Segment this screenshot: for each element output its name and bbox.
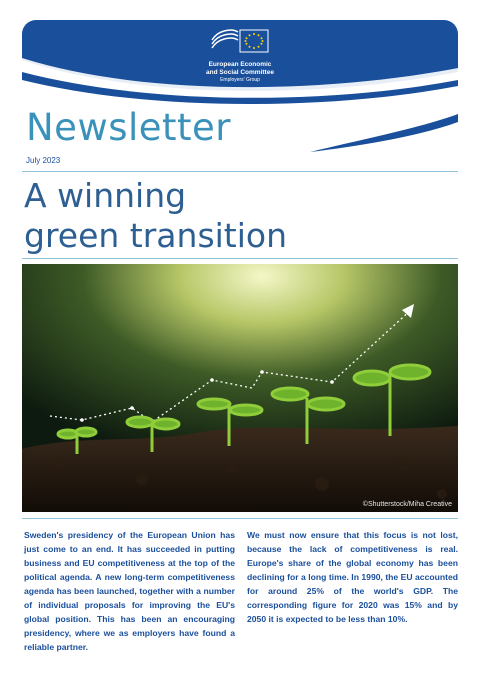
eesc-logo [22,26,458,84]
divider-top [22,171,458,172]
newsletter-title: Newsletter [26,106,232,149]
group-name: Employers' Group [220,77,260,83]
divider-photo [22,518,458,519]
article-body-right: We must now ensure that this focus is not lost, because the lack of competitiveness is real. Europe's share of the global economy has been declining for a long time. In 1990, the EU accounted for around 25% of the world's GDP. The corresponding figure for 2020 was 15% and by 2050 it is expected to be less than 10%. [247,530,458,624]
headline-line2: green transition [24,216,288,255]
article-headline [24,176,287,256]
issue-date: July 2023 [26,156,61,165]
org-name-line1: European Economic [208,61,272,68]
article-photo [22,264,458,512]
photo-credit: ©Shutterstock/Miha Creative [362,501,452,508]
org-name-line2: and Social Committee [206,69,274,76]
newsletter-header [22,20,458,108]
headline-line1: A winning [24,176,187,215]
eesc-emblem-icon [208,26,272,56]
divider-headline [22,258,458,259]
article-body-left: Sweden's presidency of the European Union has just come to an end. It has succeeded in putting business and EU competitiveness at the top of the political agenda. A new long-term competitiveness agenda has been launched, together with a number of individual proposals for improving the EU's global position. This has been an encouraging presidency, where we as employers have found a reliable partner. [24,530,235,652]
title-swoosh [300,110,460,154]
growing-sprouts-image [22,264,458,512]
